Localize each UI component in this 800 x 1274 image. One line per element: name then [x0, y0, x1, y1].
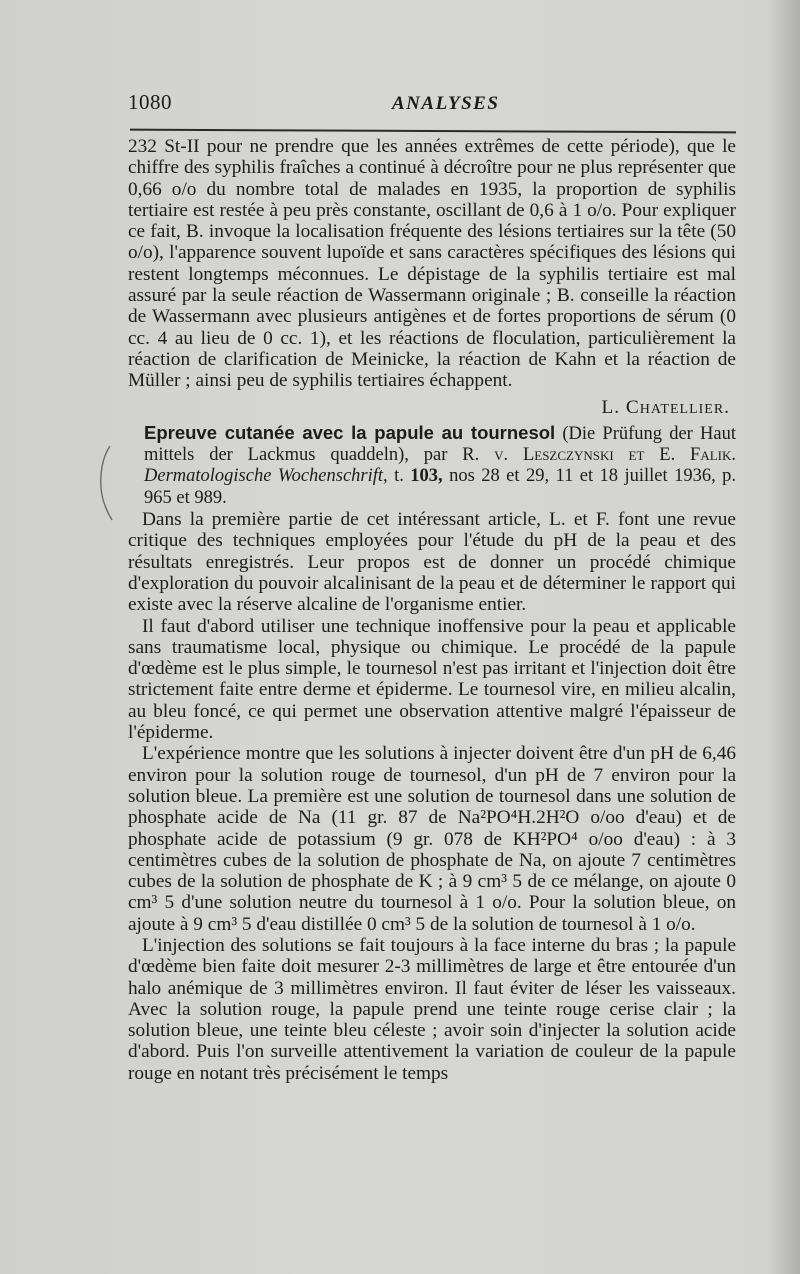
page-number: 1080 — [128, 90, 172, 114]
article-reference — [128, 422, 736, 509]
review-signature: L. Chatellier. — [601, 396, 730, 418]
article-title: Epreuve cutanée avec la papule au tournesol — [144, 421, 556, 443]
journal-name: Dermatologische Wochenschrift, — [144, 466, 388, 487]
running-head: ANALYSES — [392, 93, 500, 114]
previous-review-paragraph: 232 St-II pour ne prendre que les années extrêmes de cette période), que le chiffre des syphilis fraîches a continué à décroître pour ne plus représenter que 0,66 o/o du nombre total de malades en 1935, la proportion de syphilis tertiaire est restée à peu près constante, oscillant de 0,6 à 1 o/o. Pour expliquer ce fait, B. invoque la localisation fréquente des lésions tertiaires sur la tête (50 o/o), l'apparence souvent lupoïde et sans caractères spécifiques des lésions qui restent longtemps méconnues. Le dépistage de la syphilis tertiaire est mal assuré par la seule réaction de Wassermann originale ; B. conseille la réaction de Wassermann avec plusieurs antigènes et de fortes proportions de sérum (0 cc. 4 au lieu de 0 cc. 1), et les réactions de floculation, particulièrement la réaction de clarification de Meinicke, la réaction de Kahn et la réaction de Müller ; ainsi peu de syphilis tertiaires échappent. — [128, 136, 736, 392]
article-german-title: (Die Prüfung der Haut mittels der Lackmus quaddeln), par — [144, 423, 736, 466]
article-body — [128, 136, 736, 1084]
paragraph-technique: Il faut d'abord utiliser une technique inoffensive pour la peau et applicable sans traumatisme local, physique ou chimique. Le procédé de la papule d'œdème est le plus simple, le tournesol n'est pas irritant et l'injection doit être strictement faite entre derme et épiderme. Le tournesol vire, en milieu alcalin, au bleu foncé, ce qui permet une observation attentive malgré l'épaisseur de l'épiderme. — [128, 615, 736, 744]
page-gutter-shadow — [766, 0, 800, 1274]
volume-number: 103, — [410, 466, 443, 487]
article-authors: R. v. Leszczynski et E. Falik. — [462, 445, 737, 466]
paragraph-intro: Dans la première partie de cet intéressant article, L. et F. font une revue critique des techniques employées pour l'étude du pH de la peau et des résultats enregistrés. Leur propos est de donner un procédé chimique d'exploration du pouvoir alcalinisant de la peau et de déterminer le rapport qui existe avec la réserve alcaline de l'organisme entier. — [128, 509, 736, 616]
volume-prefix: t. — [394, 466, 404, 487]
pencil-bracket-mark — [96, 444, 118, 524]
paragraph-solutions: L'expérience montre que les solutions à injecter doivent être d'un pH de 6,46 environ pour la solution rouge de tournesol, d'un pH de 7 environ pour la solution bleue. La première est une solution de tournesol dans une solution de phosphate acide de Na (11 gr. 87 de Na²PO⁴H.2H²O o/oo d'eau) et de phosphate acide de potassium (9 gr. 078 de KH²PO⁴ o/oo d'eau) : à 3 centimètres cubes de la solution de phosphate de Na, on ajoute 7 centimètres cubes de la solution de phosphate de K ; à 9 cm³ 5 de ce mélange, on ajoute 0 cm³ 5 d'une solution neutre du tournesol à 1 o/o. Pour la solution bleue, on ajoute à 9 cm³ 5 d'eau distillée 0 cm³ 5 de la solution de tournesol à 1 o/o. — [128, 743, 736, 935]
paragraph-injection: L'injection des solutions se fait toujours à la face interne du bras ; la papule d'œdème bien faite doit mesurer 2-3 millimètres de large et être entourée d'un halo anémique de 3 millimètres environ. Il faut éviter de léser les vaisseaux. Avec la solution rouge, la papule prend une teinte rouge cerise clair ; la solution bleue, une teinte bleu céleste ; avoir soin d'injecter la solution acide d'abord. Puis l'on surveille attentivement la variation de couleur de la papule rouge en notant très précisément le temps — [128, 934, 736, 1084]
header-rule — [130, 129, 736, 134]
issue-details: nos 28 et 29, 11 et 18 juillet 1936, p. 965 et 989. — [144, 466, 737, 508]
